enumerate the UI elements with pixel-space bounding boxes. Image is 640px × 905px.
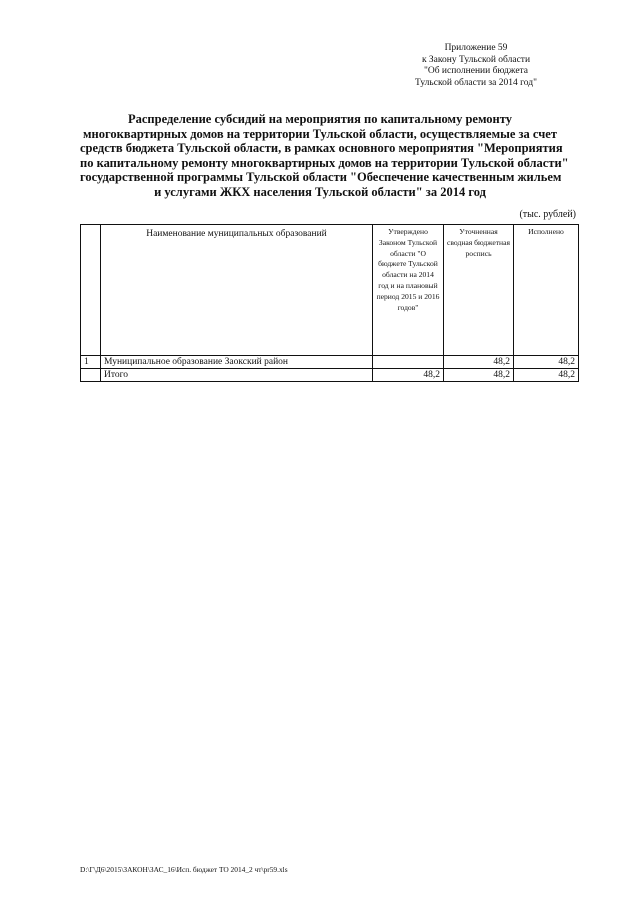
total-label: Итого xyxy=(101,369,373,382)
header-index-cell xyxy=(81,225,101,356)
title-line-6: и услугами ЖКХ населения Тульской области" за 2014 год xyxy=(154,184,486,199)
row-executed: 48,2 xyxy=(514,356,579,369)
appendix-line-3: "Об исполнении бюджета xyxy=(423,66,529,76)
table-header-row xyxy=(81,225,579,356)
row-name: Муниципальное образование Заокский район xyxy=(101,356,373,369)
row-index: 1 xyxy=(81,356,101,369)
header-approved: Утверждено Законом Тульской области "О бюджете Тульской области на 2014 год и на плановый период 2015 и 2016 годов" xyxy=(373,225,444,356)
total-approved: 48,2 xyxy=(373,369,444,382)
header-refined: Уточненная сводная бюджетная роспись xyxy=(444,225,514,356)
title-line-1: Распределение субсидий на мероприятия по капитальному ремонту xyxy=(128,112,512,126)
appendix-block xyxy=(396,43,556,89)
document-title xyxy=(80,112,569,200)
total-executed: 48,2 xyxy=(514,369,579,382)
table-row xyxy=(81,356,579,369)
total-index-cell xyxy=(81,369,101,382)
file-path-footer: D:\Г\Д6\2015\ЗАКОН\ЗАС_16\Исп. бюджет ТО 2014_2 чт\pr59.xls xyxy=(80,865,288,874)
row-refined: 48,2 xyxy=(444,356,514,369)
title-line-4: по капитальному ремонту многоквартирных домов на территории Тульской области" xyxy=(80,155,569,170)
header-name: Наименование муниципальных образований xyxy=(101,225,373,356)
total-refined: 48,2 xyxy=(444,369,514,382)
title-line-2: многоквартирных домов на территории Тульской области, осуществляемые за счет xyxy=(83,126,557,141)
row-approved xyxy=(373,356,444,369)
header-executed: Исполнено xyxy=(514,225,579,356)
appendix-line-1: Приложение 59 xyxy=(444,43,508,53)
subsidy-table xyxy=(80,224,579,382)
appendix-line-2: к Закону Тульской области xyxy=(421,54,531,65)
title-line-3: средств бюджета Тульской области, в рамках основного мероприятия "Мероприятия xyxy=(80,141,563,156)
total-row xyxy=(81,369,579,382)
appendix-line-4: Тульской области за 2014 год" xyxy=(415,77,537,88)
units-label: (тыс. рублей) xyxy=(519,209,576,220)
title-line-5: государственной программы Тульской области "Обеспечение качественным жильем xyxy=(80,170,562,185)
